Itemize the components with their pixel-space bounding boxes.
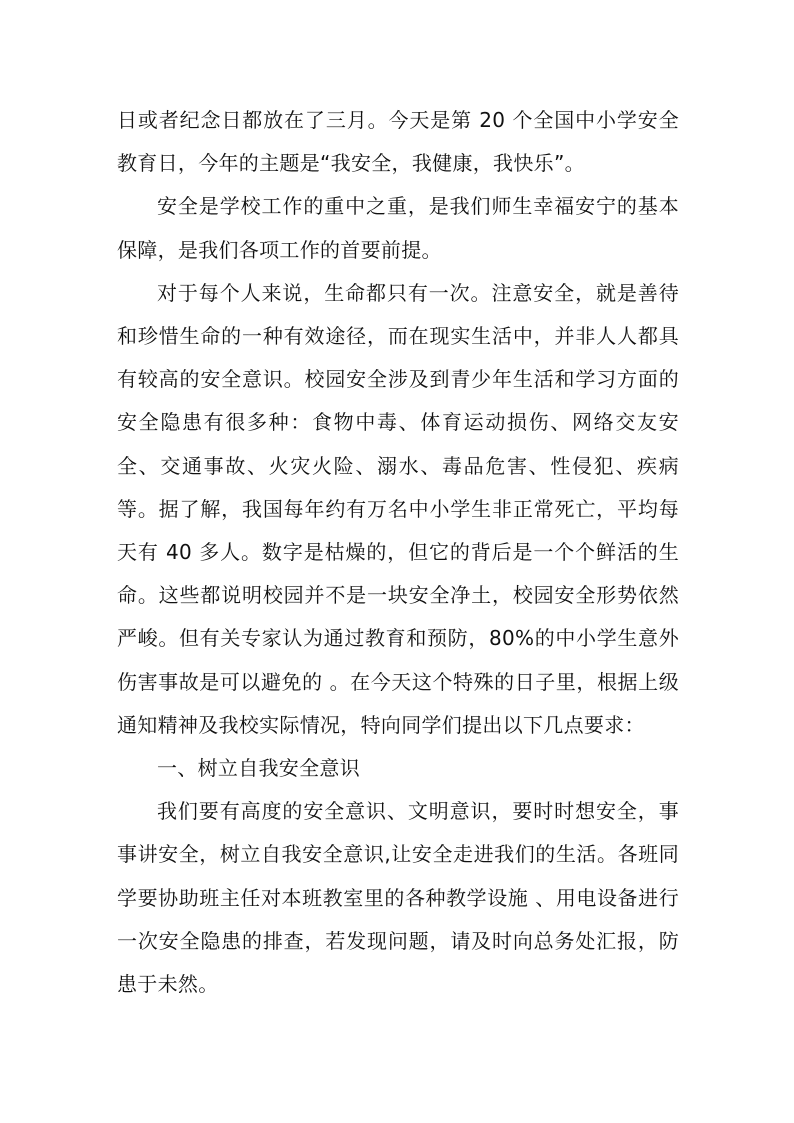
paragraph-1: 日或者纪念日都放在了三月。今天是第 20 个全国中小学安全教育日，今年的主题是“我安全，我健康，我快乐”。 xyxy=(117,108,679,176)
paragraph-4: 我们要有高度的安全意识、文明意识，要时时想安全，事事讲安全，树立自我安全意识,让安全走进我们的生活。各班同学要协助班主任对本班教室里的各种教学设施 、用电设备进行一次安全隐患的排查，若发现问题，请及时向总务处汇报，防患于未然。 xyxy=(117,799,679,997)
section-heading-1: 一、树立自我安全意识 xyxy=(157,756,360,781)
paragraph-3: 对于每个人来说，生命都只有一次。注意安全，就是善待和珍惜生命的一种有效途径，而在现实生活中，并非人人都具有较高的安全意识。校园安全涉及到青少年生活和学习方面的安全隐患有很多种：食物中毒、体育运动损伤、网络交友安全、交通事故、火灾火险、溺水、毒品危害、性侵犯、疾病等。据了解，我国每年约有万名中小学生非正常死亡，平均每天有 40 多人。数字是枯燥的，但它的背后是一个个鲜活的生命。这些都说明校园并不是一块安全净土，校园安全形势依然严峻。但有关专家认为通过教育和预防，80%的中小学生意外伤害事故是可以避免的 。在今天这个特殊的日子里，根据上级通知精神及我校实际情况，特向同学们提出以下几点要求： xyxy=(117,280,679,737)
document-body xyxy=(117,99,679,1006)
paragraph-2: 安全是学校工作的重中之重，是我们师生幸福安宁的基本保障，是我们各项工作的首要前提。 xyxy=(117,194,679,262)
